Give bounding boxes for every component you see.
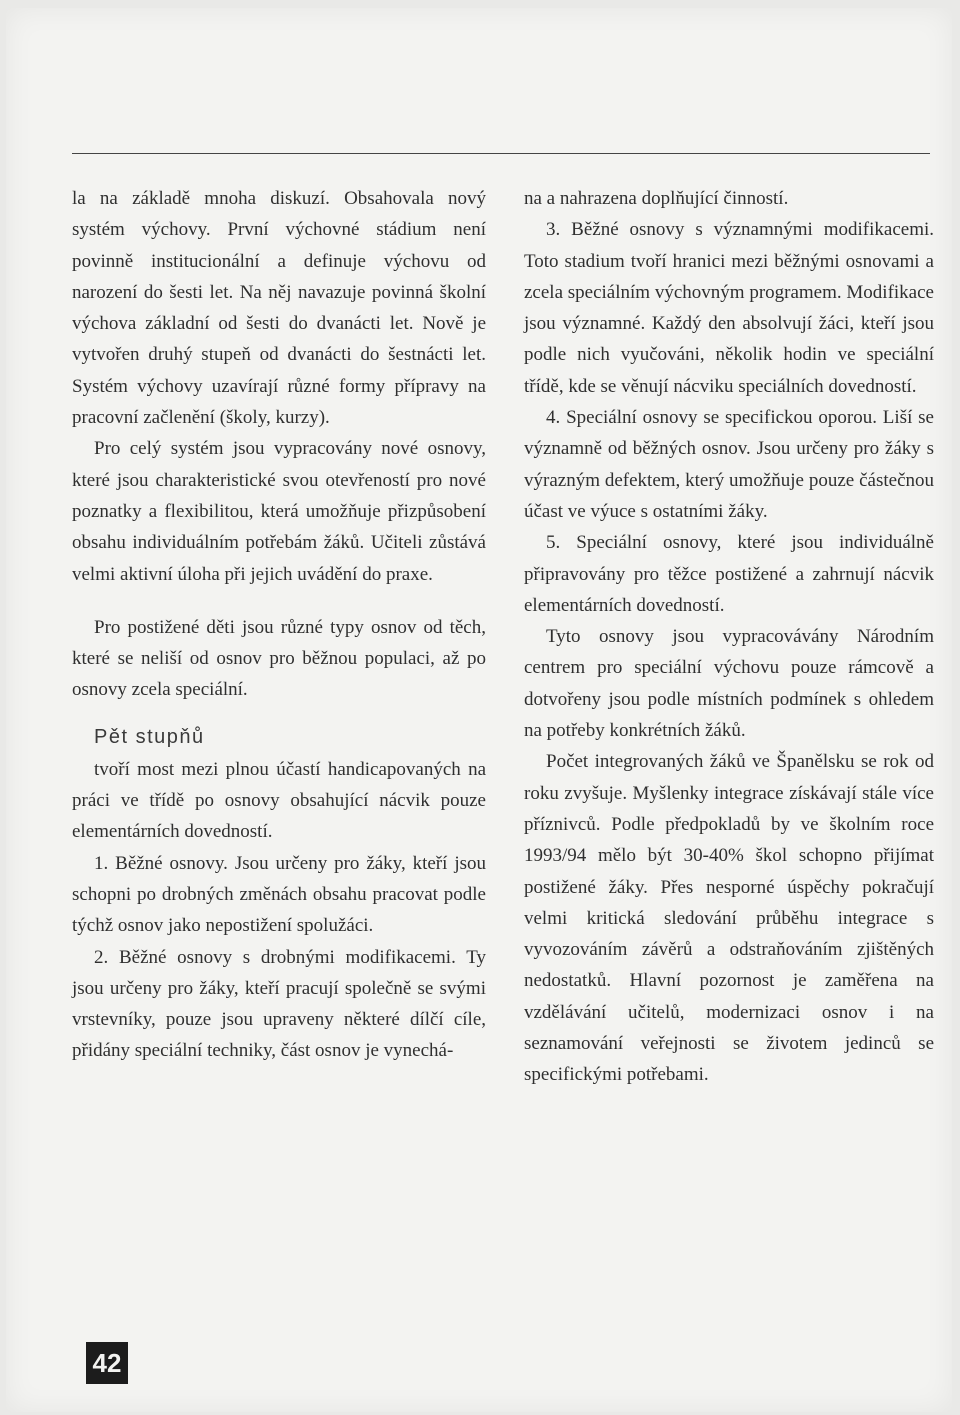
paragraph: Pro celý systém jsou vypracovány nové osnovy, které jsou charakteristické svou otevřeností pro nové poznatky a flexibilitou, která umožňuje přizpůsobení obsahu individuálním potřebám žáků. Učiteli zůstává velmi aktivní úloha při jejich uvádění do praxe.: [72, 438, 486, 585]
header-rule: [72, 153, 930, 154]
paragraph: tvoří most mezi plnou účastí handicapovaných na práci ve třídě po osnovy obsahující nácvik pouze elementárních dovedností.: [72, 758, 486, 843]
left-column: [72, 183, 486, 1067]
paragraph: Pro postižené děti jsou různé typy osnov od těch, které se neliší od osnov pro běžnou populaci, až po osnovy zcela speciální.: [72, 616, 486, 701]
right-column: [524, 183, 934, 1091]
list-item: 5. Speciální osnovy, které jsou individuálně připravovány pro těžce postižené a zahrnují nácvik elementárních dovedností.: [524, 532, 934, 616]
paragraph: la na základě mnoha diskuzí. Obsahovala nový systém výchovy. První výchovné stádium není povinně institucionální a definuje výchovu od narození do šesti let. Na něj navazuje povinná školní výchova základní od šesti do dvanácti let. Nově je vytvořen druhý stupeň od dvanácti do šestnácti let. Systém výchovy uzavírají různé formy přípravy na pracovní začlenění (školy, kurzy).: [72, 188, 486, 429]
page-number: 42: [86, 1342, 128, 1384]
paragraph: na a nahrazena doplňující činností.: [524, 188, 789, 209]
page: [6, 8, 952, 1412]
list-item: 1. Běžné osnovy. Jsou určeny pro žáky, kteří jsou schopni po drobných změnách obsahu pracovat podle týchž osnov jako nepostižení spolužáci.: [72, 852, 486, 937]
list-item: 2. Běžné osnovy s drobnými modifikacemi. Ty jsou určeny pro žáky, kteří pracují společně se svými vrstevníky, pouze jsou upraveny některé dílčí cíle, přidány speciální techniky, část osnov je vynechá-: [72, 946, 486, 1062]
paragraph: Počet integrovaných žáků ve Španělsku se rok od roku zvyšuje. Myšlenky integrace získávají stále více příznivců. Podle předpokladů by ve školním roce 1993/94 mělo být 30-40% škol schopno přijímat postižené žáky. Přes nesporné úspěchy pokračují velmi kritická sledování průběhu integrace s vyvozováním závěrů a odstraňováním zjištěných nedostatků. Hlavní pozornost je zaměřena na vzdělávání učitelů, modernizaci osnov i na seznamování veřejnosti se životem jedinců se specifickými potřebami.: [524, 751, 934, 1086]
list-item: 3. Běžné osnovy s významnými modifikacemi. Toto stadium tvoří hranici mezi běžnými osnovami a zcela speciálním výchovným programem. Modifikace jsou významné. Každý den absolvují žáci, kteří jsou podle nich vyučováni, několik hodin ve speciální třídě, kde se věnují nácviku speciálních dovedností.: [524, 219, 934, 397]
paragraph: Tyto osnovy jsou vypracovávány Národním centrem pro speciální výchovu pouze rámcově a dotvořeny jsou podle místních podmínek s ohledem na potřeby konkrétních žáků.: [524, 626, 934, 742]
list-item: 4. Speciální osnovy se specifickou oporou. Liší se významně od běžných osnov. Jsou určeny pro žáky s výrazným defektem, který umožňuje pouze částečnou účast ve výuce s ostatními žáky.: [524, 407, 934, 522]
section-heading: Pět stupňů: [94, 725, 205, 748]
